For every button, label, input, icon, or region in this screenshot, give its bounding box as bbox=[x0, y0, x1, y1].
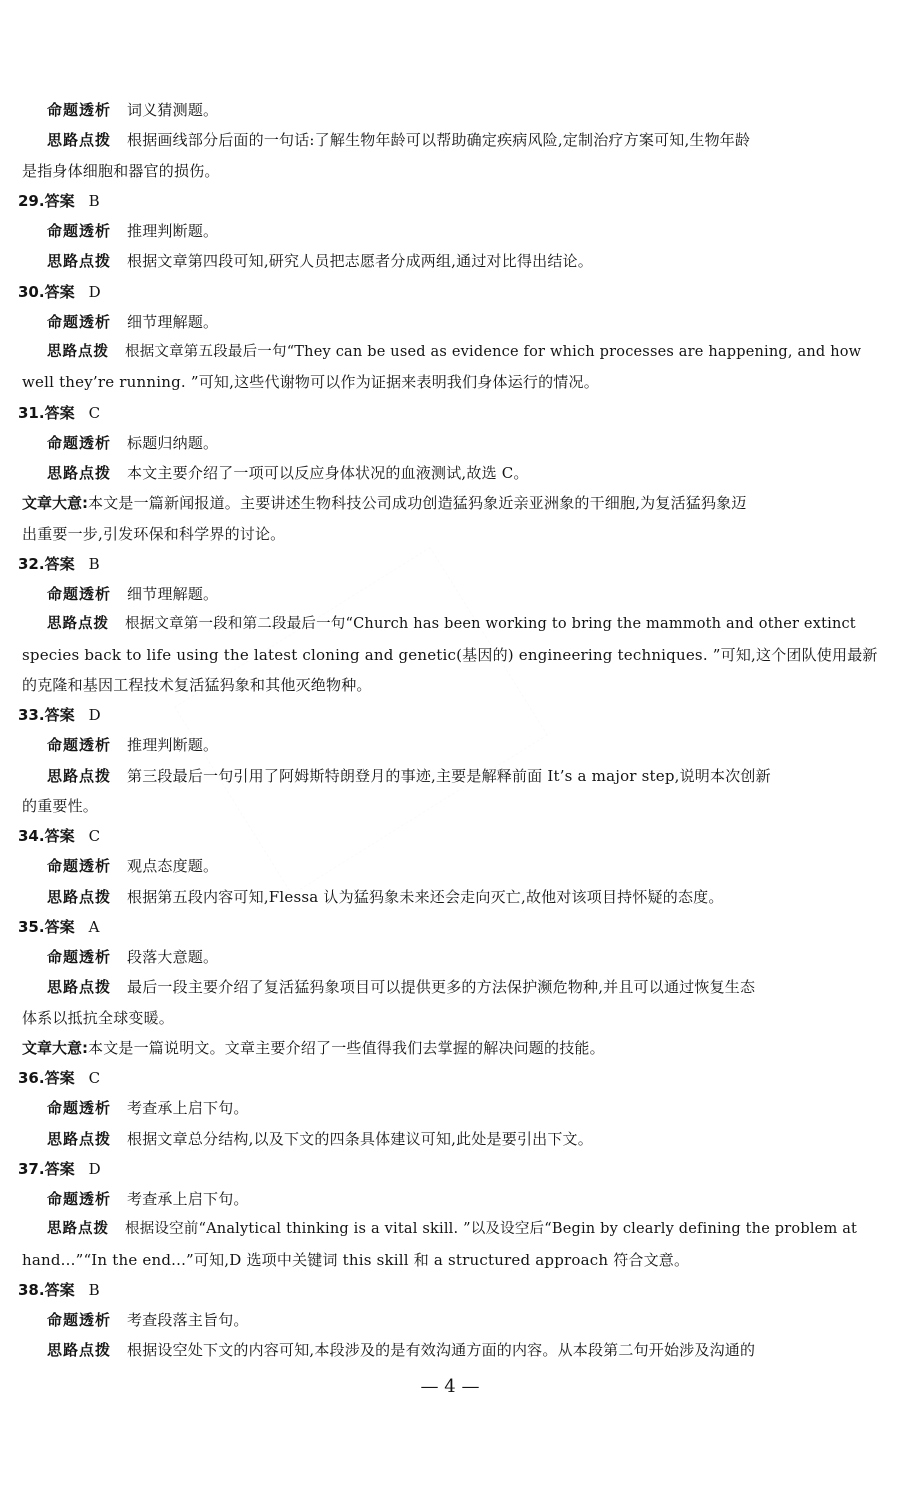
section-label: 命题透析 bbox=[47, 433, 112, 452]
explanation-text: 细节理解题。 bbox=[127, 312, 219, 331]
article-summary-line bbox=[22, 1033, 605, 1063]
answer-label: 答案 bbox=[44, 1280, 75, 1299]
section-label: 命题透析 bbox=[47, 948, 112, 966]
explanation-line bbox=[47, 851, 218, 881]
section-label: 思路点拨 bbox=[47, 978, 112, 997]
explanation-line bbox=[47, 337, 861, 367]
answer-line bbox=[18, 398, 100, 428]
answer-letter: B bbox=[88, 191, 100, 210]
explanation-text: 观点态度题。 bbox=[127, 857, 219, 876]
explanation-text: 细节理解题。 bbox=[127, 585, 219, 603]
section-label: 命题透析 bbox=[47, 312, 112, 331]
section-label: 思路点拨 bbox=[47, 252, 112, 271]
explanation-text: 考查承上启下句。 bbox=[127, 1190, 249, 1208]
answer-label: 答案 bbox=[44, 191, 75, 210]
section-label: 思路点拨 bbox=[47, 887, 112, 906]
explanation-text: 考查段落主旨句。 bbox=[127, 1311, 249, 1329]
question-number: 30. bbox=[18, 282, 45, 301]
answer-letter: D bbox=[88, 1159, 101, 1178]
answer-label: 答案 bbox=[44, 554, 75, 573]
section-label: 思路点拨 bbox=[47, 464, 112, 482]
explanation-line bbox=[47, 125, 750, 155]
section-label: 命题透析 bbox=[47, 736, 112, 755]
explanation-line bbox=[47, 1214, 857, 1244]
answer-line bbox=[18, 1063, 100, 1093]
answer-letter: C bbox=[88, 827, 101, 845]
section-label: 思路点拨 bbox=[47, 1221, 109, 1238]
explanation-line bbox=[47, 1124, 593, 1154]
summary-label: 文章大意: bbox=[22, 1038, 88, 1057]
explanation-text: 的克隆和基因工程技术复活猛犸象和其他灭绝物种。 bbox=[22, 675, 372, 694]
explanation-line bbox=[47, 942, 218, 972]
answer-line bbox=[18, 186, 100, 216]
answer-line bbox=[18, 821, 100, 851]
answer-label: 答案 bbox=[44, 1069, 75, 1087]
section-label: 思路点拨 bbox=[47, 1341, 112, 1360]
question-number: 35. bbox=[18, 917, 45, 936]
section-label: 命题透析 bbox=[47, 1099, 112, 1118]
section-label: 命题透析 bbox=[47, 1190, 112, 1208]
explanation-text: 词义猜测题。 bbox=[127, 101, 219, 119]
answer-letter: B bbox=[88, 554, 100, 573]
question-number: 37. bbox=[18, 1159, 45, 1178]
explanation-text: 根据画线部分后面的一句话:了解生物年龄可以帮助确定疾病风险,定制治疗方案可知,生物年龄 bbox=[127, 131, 751, 150]
section-label: 命题透析 bbox=[47, 857, 112, 876]
answer-label: 答案 bbox=[44, 917, 75, 936]
section-label: 命题透析 bbox=[47, 585, 112, 603]
question-number: 29. bbox=[18, 191, 45, 210]
explanation-text: well they’re running. ”可知,这些代谢物可以作为证据来表明我们身体运行的情况。 bbox=[22, 373, 599, 392]
explanation-line bbox=[47, 246, 593, 276]
summary-text: 本文是一篇说明文。文章主要介绍了一些值得我们去掌握的解决问题的技能。 bbox=[88, 1038, 605, 1057]
question-number: 32. bbox=[18, 554, 45, 573]
explanation-line bbox=[47, 216, 218, 246]
explanation-text: hand...”“In the end...”可知,D 选项中关键词 this skill 和 a structured approach 符合文意。 bbox=[22, 1250, 690, 1269]
summary-label: 文章大意: bbox=[22, 494, 88, 513]
explanation-text: 根据第五段内容可知,Flessa 认为猛犸象未来还会走向灭亡,故他对该项目持怀疑的态度。 bbox=[127, 887, 724, 906]
explanation-line bbox=[47, 95, 218, 125]
explanation-text: 根据文章第一段和第二段最后一句“Church has been working to bring the mammoth and other extinct bbox=[125, 616, 856, 633]
explanation-line bbox=[47, 1335, 755, 1365]
answer-label: 答案 bbox=[44, 706, 75, 724]
answer-letter: D bbox=[88, 706, 101, 724]
explanation-line bbox=[47, 972, 755, 1002]
explanation-line bbox=[47, 579, 218, 609]
explanation-text: species back to life using the latest cloning and genetic(基因的) engineering techniques. ”可知,这个团队使用最新 bbox=[22, 645, 878, 664]
explanation-text: 标题归纳题。 bbox=[127, 433, 219, 452]
answer-label: 答案 bbox=[44, 282, 75, 301]
question-number: 38. bbox=[18, 1280, 45, 1299]
section-label: 思路点拨 bbox=[47, 1129, 112, 1148]
explanation-text: 第三段最后一句引用了阿姆斯特朗登月的事迹,主要是解释前面 It’s a major step,说明本次创新 bbox=[127, 766, 771, 785]
question-number: 34. bbox=[18, 827, 45, 845]
explanation-text: 根据文章第五段最后一句“They can be used as evidence for which processes are happening, and how bbox=[125, 344, 862, 360]
continuation-line bbox=[22, 791, 98, 821]
answer-line bbox=[18, 277, 101, 307]
page-number: — 4 — bbox=[420, 1376, 480, 1397]
explanation-text: 本文主要介绍了一项可以反应身体状况的血液测试,故选 C。 bbox=[127, 464, 529, 482]
explanation-text: 根据设空前“Analytical thinking is a vital skill. ”以及设空后“Begin by clearly defining the problem at bbox=[125, 1221, 858, 1238]
answer-label: 答案 bbox=[44, 827, 75, 845]
article-summary-line bbox=[22, 488, 747, 518]
question-number: 36. bbox=[18, 1069, 45, 1087]
answer-line bbox=[18, 912, 99, 942]
question-number: 31. bbox=[18, 403, 45, 422]
explanation-text: 的重要性。 bbox=[22, 796, 99, 815]
answer-line bbox=[18, 1275, 100, 1305]
answer-line bbox=[18, 549, 100, 579]
explanation-text: 推理判断题。 bbox=[127, 736, 219, 755]
section-label: 命题透析 bbox=[47, 222, 112, 240]
section-label: 思路点拨 bbox=[47, 616, 109, 633]
answer-letter: B bbox=[88, 1280, 100, 1299]
section-label: 思路点拨 bbox=[47, 131, 112, 150]
explanation-line bbox=[47, 307, 218, 337]
answer-line bbox=[18, 1154, 101, 1184]
faint-watermark bbox=[174, 547, 548, 895]
answer-label: 答案 bbox=[44, 1159, 75, 1178]
explanation-text: 考查承上启下句。 bbox=[127, 1099, 249, 1118]
answer-letter: A bbox=[88, 917, 100, 936]
explanation-line bbox=[47, 458, 529, 488]
explanation-text: 根据文章总分结构,以及下文的四条具体建议可知,此处是要引出下文。 bbox=[127, 1129, 593, 1148]
continuation-line bbox=[22, 1245, 689, 1275]
section-label: 命题透析 bbox=[47, 1311, 112, 1329]
explanation-line bbox=[47, 1093, 249, 1123]
continuation-line bbox=[22, 367, 599, 397]
summary-text: 本文是一篇新闻报道。主要讲述生物科技公司成功创造猛犸象近亲亚洲象的干细胞,为复活猛犸象迈 bbox=[88, 494, 747, 513]
explanation-line bbox=[47, 428, 218, 458]
answer-label: 答案 bbox=[44, 403, 75, 422]
explanation-text: 最后一段主要介绍了复活猛犸象项目可以提供更多的方法保护濒危物种,并且可以通过恢复生态 bbox=[127, 978, 756, 997]
explanation-text: 体系以抵抗全球变暖。 bbox=[22, 1008, 175, 1027]
section-label: 思路点拨 bbox=[47, 766, 112, 785]
section-label: 思路点拨 bbox=[47, 344, 109, 360]
explanation-text: 推理判断题。 bbox=[127, 222, 219, 240]
explanation-text: 是指身体细胞和器官的损伤。 bbox=[22, 161, 220, 180]
continuation-line bbox=[22, 519, 285, 549]
explanation-line bbox=[47, 1184, 249, 1214]
answer-letter: D bbox=[88, 282, 101, 301]
question-number: 33. bbox=[18, 706, 45, 724]
explanation-text: 出重要一步,引发环保和科学界的讨论。 bbox=[22, 524, 286, 543]
continuation-line bbox=[22, 156, 220, 186]
explanation-text: 段落大意题。 bbox=[127, 948, 219, 966]
explanation-line bbox=[47, 1305, 249, 1335]
answer-letter: C bbox=[88, 1069, 101, 1087]
answer-letter: C bbox=[88, 403, 101, 422]
explanation-text: 根据文章第四段可知,研究人员把志愿者分成两组,通过对比得出结论。 bbox=[127, 252, 593, 271]
section-label: 命题透析 bbox=[47, 101, 112, 119]
explanation-line bbox=[47, 882, 724, 912]
explanation-text: 根据设空处下文的内容可知,本段涉及的是有效沟通方面的内容。从本段第二句开始涉及沟通的 bbox=[127, 1341, 756, 1360]
answer-line bbox=[18, 700, 101, 730]
continuation-line bbox=[22, 1003, 174, 1033]
